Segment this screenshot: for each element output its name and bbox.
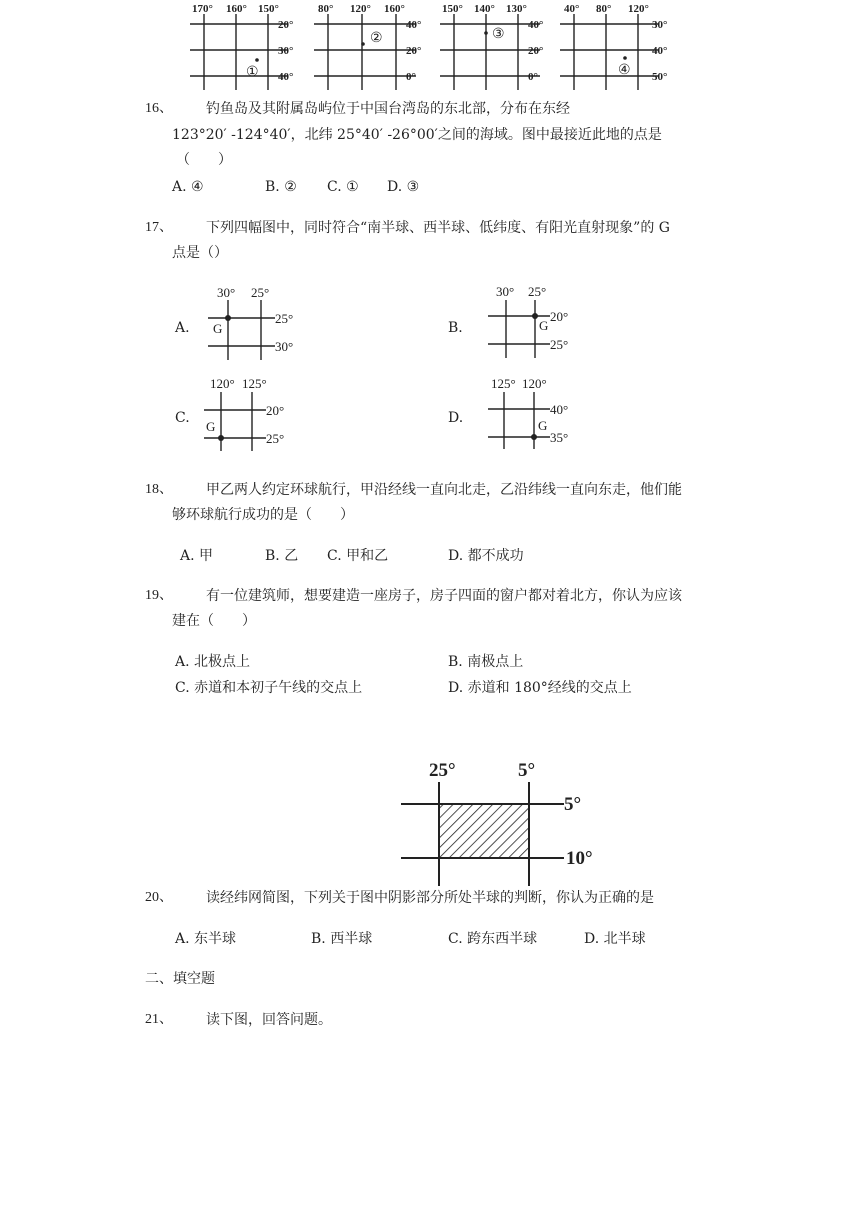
grid-2-point-label: ② <box>370 31 383 46</box>
q20-xtick-2: 5° <box>518 760 536 781</box>
q17-c-xtick-2: 125° <box>242 376 267 391</box>
grid-3-xtick-1: 150° <box>442 3 463 15</box>
q20-grid-figure <box>396 752 616 892</box>
q17-line-1: 下列四幅图中，同时符合“南半球、西半球、低纬度、有阳光直射现象”的 G <box>206 220 670 236</box>
q19-line-2: 建在（ ） <box>172 613 256 629</box>
q17-d-g-label: G <box>538 418 548 433</box>
grid-1-point-dot <box>255 58 259 62</box>
q18-option-a[interactable]: A. 甲 <box>180 548 214 564</box>
grid-1-xtick-1: 170° <box>192 3 213 15</box>
grid-2-ytick-1: 40° <box>406 19 422 31</box>
q20-option-b[interactable]: B. 西半球 <box>311 931 373 947</box>
q19-option-c[interactable]: C. 赤道和本初子午线的交点上 <box>175 680 363 696</box>
q17-d-xtick-1: 125° <box>491 376 516 391</box>
q17-a-ytick-1: 25° <box>275 311 294 326</box>
q17-d-ytick-1: 40° <box>550 402 569 417</box>
q17-option-b-label[interactable]: B. <box>448 320 463 336</box>
grid-4-point-label: ④ <box>618 63 631 78</box>
q17-number: 17、 <box>145 220 173 235</box>
grid-1 <box>190 3 293 90</box>
q17-option-a-grid[interactable] <box>205 282 315 362</box>
q16-option-c[interactable]: C. ① <box>327 179 359 195</box>
q17-a-g-label: G <box>213 321 223 336</box>
q17-option-a-label[interactable]: A. <box>175 320 190 336</box>
grid-4-xtick-2: 80° <box>596 3 612 15</box>
grid-1-xtick-3: 150° <box>258 3 279 15</box>
grid-1-xtick-2: 160° <box>226 3 247 15</box>
q20-option-d[interactable]: D. 北半球 <box>584 931 646 947</box>
grid-2-point-dot <box>361 42 365 46</box>
q19-number: 19、 <box>145 588 173 603</box>
q18-number: 18、 <box>145 482 173 497</box>
q19-option-d[interactable]: D. 赤道和 180°经线的交点上 <box>448 680 632 696</box>
q17-option-b-grid[interactable] <box>484 282 594 362</box>
grid-3-xtick-2: 140° <box>474 3 495 15</box>
grid-4-ytick-3: 50° <box>652 71 668 83</box>
q17-option-c-label[interactable]: C. <box>175 410 190 426</box>
grid-3-ytick-3: 0° <box>528 71 538 83</box>
q20-ytick-2: 10° <box>566 848 593 869</box>
q20-number: 20、 <box>145 890 173 905</box>
grid-3-ytick-2: 20° <box>528 45 544 57</box>
q17-b-ytick-1: 20° <box>550 309 569 324</box>
q16-option-a[interactable]: A. ④ <box>172 179 204 195</box>
q17-b-xtick-1: 30° <box>496 284 515 299</box>
section-2-title: 二、填空题 <box>145 971 215 987</box>
q18-line-1: 甲乙两人约定环球航行，甲沿经线一直向北走，乙沿纬线一直向东走，他们能 <box>206 482 682 498</box>
q17-b-xtick-2: 25° <box>528 284 547 299</box>
q17-b-g-dot <box>532 313 538 319</box>
q17-a-ytick-2: 30° <box>275 339 294 354</box>
q19-line-1: 有一位建筑师，想要建造一座房子，房子四面的窗户都对着北方，你认为应该 <box>206 588 682 604</box>
q17-c-ytick-2: 25° <box>266 431 285 446</box>
q20-shaded-region <box>439 804 529 858</box>
grid-3 <box>440 3 543 90</box>
grid-2-xtick-3: 160° <box>384 3 405 15</box>
q16-option-b[interactable]: B. ② <box>265 179 297 195</box>
q17-option-c-grid[interactable] <box>200 373 310 453</box>
grid-1-point-label: ① <box>246 65 259 80</box>
grid-1-ytick-3: 40° <box>278 71 294 83</box>
q20-xtick-1: 25° <box>429 760 456 781</box>
q17-d-ytick-2: 35° <box>550 430 569 445</box>
q16-number: 16、 <box>145 101 173 116</box>
q16-line-3: （ ） <box>176 152 232 168</box>
q21-number: 21、 <box>145 1012 173 1027</box>
top-grid-figure <box>180 0 680 96</box>
q17-d-xtick-2: 120° <box>522 376 547 391</box>
q17-c-g-label: G <box>206 419 216 434</box>
q17-a-xtick-1: 30° <box>217 285 236 300</box>
grid-1-ytick-1: 20° <box>278 19 294 31</box>
q19-option-a[interactable]: A. 北极点上 <box>175 654 251 670</box>
q17-a-xtick-2: 25° <box>251 285 270 300</box>
q20-option-a[interactable]: A. 东半球 <box>175 931 237 947</box>
grid-4 <box>560 3 667 90</box>
q16-option-d[interactable]: D. ③ <box>387 179 420 195</box>
q17-b-ytick-2: 25° <box>550 337 569 352</box>
q17-line-2: 点是（） <box>172 245 228 261</box>
q20-ytick-1: 5° <box>564 794 582 815</box>
grid-4-point-dot <box>623 56 627 60</box>
grid-4-xtick-1: 40° <box>564 3 580 15</box>
grid-4-ytick-1: 30° <box>652 19 668 31</box>
q18-line-2: 够环球航行成功的是（ ） <box>172 507 354 523</box>
grid-2-xtick-1: 80° <box>318 3 334 15</box>
q20-option-c[interactable]: C. 跨东西半球 <box>448 931 538 947</box>
q18-option-b[interactable]: B. 乙 <box>265 548 299 564</box>
q19-option-b[interactable]: B. 南极点上 <box>448 654 524 670</box>
q17-b-g-label: G <box>539 318 549 333</box>
q20-line-1: 读经纬网简图，下列关于图中阴影部分所处半球的判断，你认为正确的是 <box>206 890 654 906</box>
q21-line-1: 读下图，回答问题。 <box>206 1012 332 1028</box>
grid-4-ytick-2: 40° <box>652 45 668 57</box>
grid-4-xtick-3: 120° <box>628 3 649 15</box>
q18-option-d[interactable]: D. 都不成功 <box>448 548 524 564</box>
grid-3-point-dot <box>484 31 488 35</box>
grid-3-xtick-3: 130° <box>506 3 527 15</box>
q17-c-xtick-1: 120° <box>210 376 235 391</box>
q17-option-d-grid[interactable] <box>484 373 594 453</box>
grid-2-ytick-2: 20° <box>406 45 422 57</box>
q17-a-g-dot <box>225 315 231 321</box>
q17-option-d-label[interactable]: D. <box>448 410 464 426</box>
q16-line-1: 钓鱼岛及其附属岛屿位于中国台湾岛的东北部，分布在东经 <box>206 101 570 117</box>
grid-3-point-label: ③ <box>492 27 505 42</box>
grid-2-ytick-3: 0° <box>406 71 416 83</box>
q17-d-g-dot <box>531 434 537 440</box>
q17-c-ytick-1: 20° <box>266 403 285 418</box>
grid-2 <box>314 3 421 90</box>
q18-option-c[interactable]: C. 甲和乙 <box>327 548 389 564</box>
grid-3-ytick-1: 40° <box>528 19 544 31</box>
grid-2-xtick-2: 120° <box>350 3 371 15</box>
q16-line-2: 123°20′ -124°40′，北纬 25°40′ -26°00′之间的海域。图中最接近此地的点是 <box>172 127 662 143</box>
q17-c-g-dot <box>218 435 224 441</box>
grid-1-ytick-2: 30° <box>278 45 294 57</box>
